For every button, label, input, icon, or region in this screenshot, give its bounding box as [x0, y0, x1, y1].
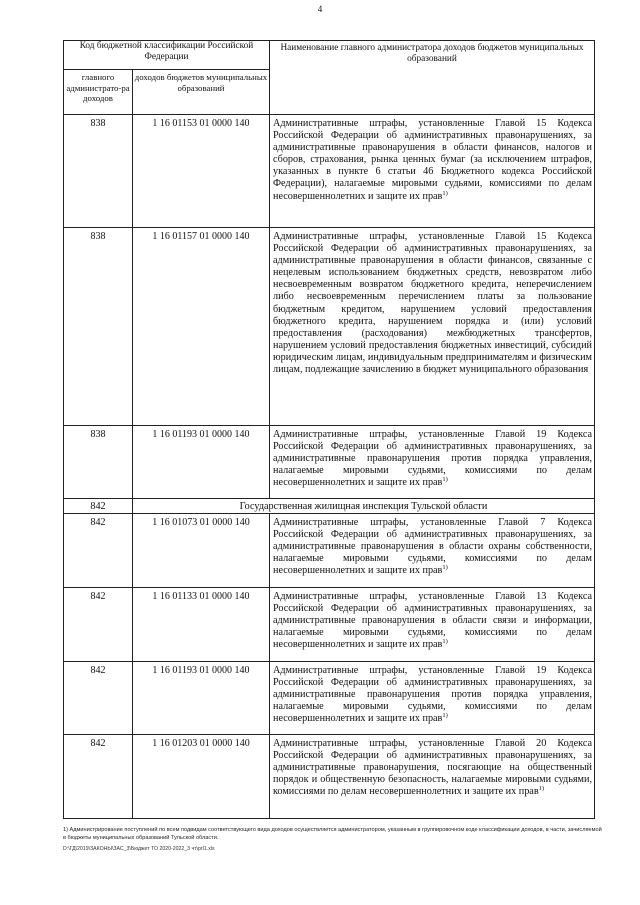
footnote-mark: 1): [442, 476, 448, 484]
description-text: Административные штрафы, установленные Главой 19 Кодекса Российской Федерации об административных правонарушениях, за административные правонарушения против порядка управления, налагаемые мировыми судьями, комиссиями по делам несовершеннолетних и защите их прав: [273, 665, 592, 725]
description-text: Административные штрафы, установленные Главой 7 Кодекса Российской Федерации об административных правонарушениях, за административные правонарушения в области охраны собственности, налагаемые мировыми судьями, комиссиями по делам несовершеннолетних и защите их прав: [273, 517, 592, 577]
revenue-administrators-table: [63, 40, 595, 819]
footnote-mark: 1): [442, 638, 448, 646]
admin-code-cell: 842: [64, 514, 133, 588]
description-text: Административные штрафы, установленные Главой 15 Кодекса Российской Федерации об административных правонарушениях, за административные правонарушения в области финансов, налогов и сборов, страхования, рынка ценных бумаг (за исключением штрафов, указанных в пункте 6 статьи 46 Бюджетного кодекса Российской Федерации), налагаемые мировыми судьями, комиссиями по делам несовершеннолетних и защите их прав: [273, 118, 592, 202]
header-income-code: доходов бюджетов муниципальных образований: [133, 70, 270, 115]
footnote: 1) Администрирование поступлений по всем подвидам соответствующего вида доходов осуществляется администратором, указанным в группировочном коде классификации доходов, в части, зачисляемой в бюджеты муниципальных образований Тульской области.: [63, 827, 602, 841]
admin-code-cell: 838: [64, 228, 133, 426]
description-cell: [270, 115, 595, 228]
header-code-group: Код бюджетной классификации Российской Федерации: [64, 41, 270, 70]
file-path: D:\ГД\2019\ЗАКОНЫ\ЗАС_3\Бюджет ТО 2020-2022_3 чт\ргl1.xls: [63, 846, 215, 852]
income-code-cell: 1 16 01157 01 0000 140: [133, 228, 270, 426]
income-code-cell: 1 16 01153 01 0000 140: [133, 115, 270, 228]
admin-code-cell: 842: [64, 735, 133, 819]
description-cell: [270, 228, 595, 426]
admin-code-cell: 842: [64, 588, 133, 662]
description-text: Административные штрафы, установленные Главой 15 Кодекса Российской Федерации об административных правонарушениях, за административные правонарушения в области финансов, связанные с нецелевым использованием бюджетных средств, невозвратом либо несвоевременным возвратом бюджетного кредита, неперечислением либо несвоевременным перечислением платы за пользование бюджетным кредитом, нарушением условий предоставления бюджетного кредита, нарушением порядка и (или) условий предоставления (расходования) межбюджетных трансфертов, нарушением условий предоставления бюджетных инвестиций, субсидий юридическим лицам, индивидуальным предпринимателям и физическим лицам, подлежащие зачислению в бюджет муниципального образования: [273, 231, 592, 376]
income-code-cell: 1 16 01133 01 0000 140: [133, 588, 270, 662]
header-name-column: Наименование главного администратора доходов бюджетов муниципальных образований: [270, 41, 595, 115]
income-code-cell: 1 16 01073 01 0000 140: [133, 514, 270, 588]
admin-code-cell: 838: [64, 426, 133, 499]
description-cell: [270, 588, 595, 662]
header-admin-code: главного администрато-ра доходов: [64, 70, 133, 115]
description-cell: [270, 426, 595, 499]
table-row: [64, 662, 595, 735]
footnote-mark: 1): [538, 785, 545, 793]
table-row: [64, 514, 595, 588]
income-code-cell: 1 16 01193 01 0000 140: [133, 662, 270, 735]
description-cell: [270, 662, 595, 735]
administrator-name-cell: Государственная жилищная инспекция Тульской области: [133, 499, 595, 514]
table-row: [64, 426, 595, 499]
footnote-mark: 1): [442, 564, 448, 572]
table-row: [64, 115, 595, 228]
admin-code-cell: 842: [64, 662, 133, 735]
footnote-mark: 1): [442, 712, 448, 720]
description-cell: [270, 514, 595, 588]
description-text: Административные штрафы, установленные Главой 19 Кодекса Российской Федерации об административных правонарушениях, за административные правонарушения против порядка управления, налагаемые мировыми судьями, комиссиями по делам несовершеннолетних и защите их прав: [273, 429, 592, 489]
table-row: [64, 228, 595, 426]
description-text: Административные штрафы, установленные Главой 20 Кодекса Российской Федерации об административных правонарушениях, за административные правонарушения, посягающие на общественный порядок и общественную безопасность, налагаемые мировыми судьями, комиссиями по делам несовершеннолетних и защите их прав: [273, 738, 592, 798]
income-code-cell: 1 16 01193 01 0000 140: [133, 426, 270, 499]
section-row: [64, 499, 595, 514]
income-code-cell: 1 16 01203 01 0000 140: [133, 735, 270, 819]
footnote-mark: 1): [442, 189, 448, 197]
description-cell: [270, 735, 595, 819]
table-row: [64, 735, 595, 819]
page-number: 4: [317, 4, 323, 14]
table-row: [64, 588, 595, 662]
admin-code-cell: 842: [64, 499, 133, 514]
description-text: Административные штрафы, установленные Главой 13 Кодекса Российской Федерации об административных правонарушениях, за административные правонарушения в области связи и информации, налагаемые мировыми судьями, комиссиями по делам несовершеннолетних и защите их прав: [273, 591, 592, 651]
admin-code-cell: 838: [64, 115, 133, 228]
